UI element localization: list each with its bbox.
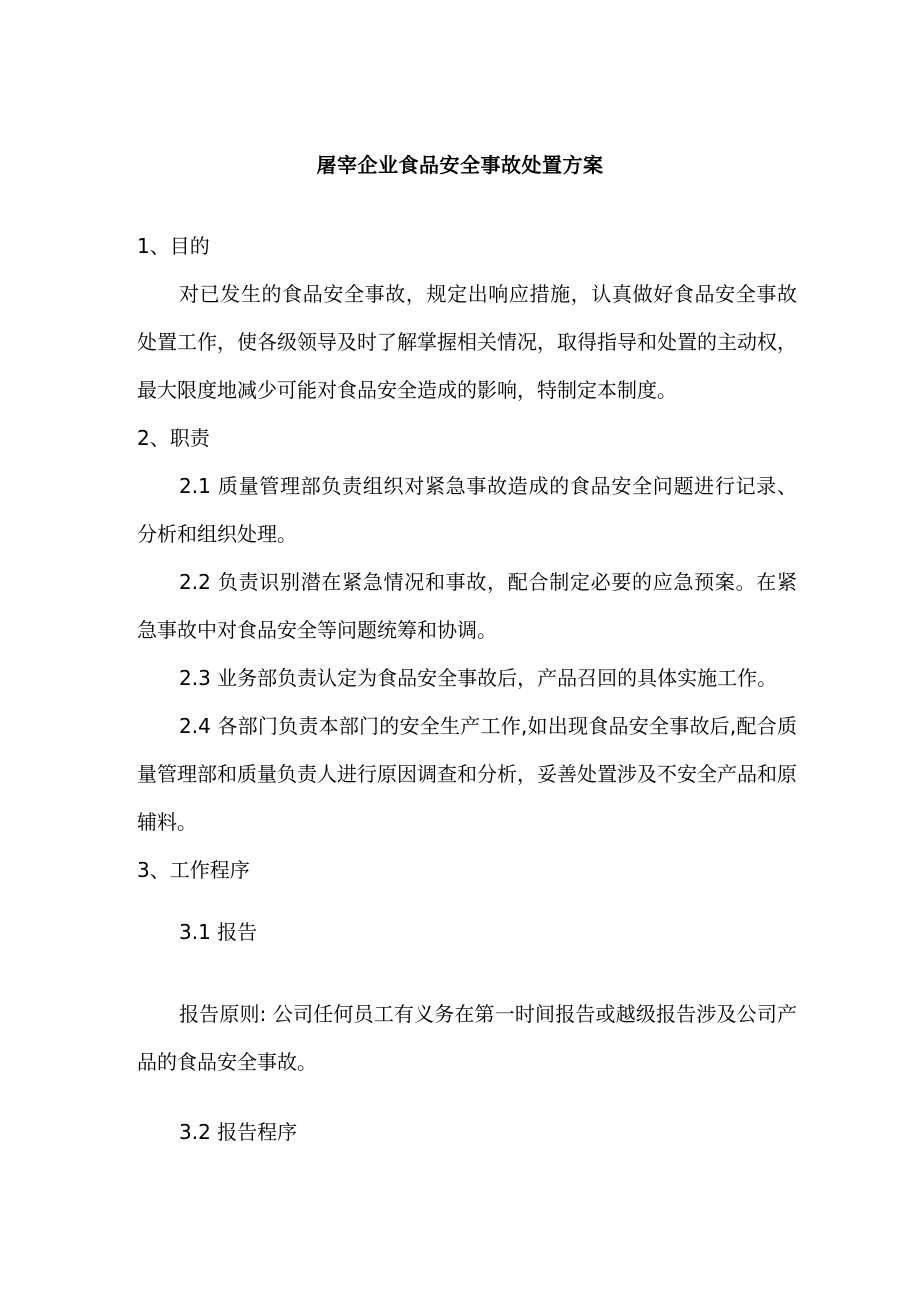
section-2-heading: 2、职责 [137, 426, 210, 450]
section-2-4-paragraph: 2.4 各部门负责本部门的安全生产工作,如出现食品安全事故后,配合质量管理部和质量负责人进行原因调查和分析，妥善处置涉及不安全产品和原辅料。 [137, 714, 797, 834]
section-3-heading: 3、工作程序 [137, 858, 250, 882]
section-1-paragraph: 对已发生的食品安全事故，规定出响应措施，认真做好食品安全事故处置工作，使各级领导及时了解掌握相关情况，取得指导和处置的主动权，最大限度地减少可能对食品安全造成的影响，特制定本制度。 [137, 282, 797, 402]
section-2-1-paragraph: 2.1 质量管理部负责组织对紧急事故造成的食品安全问题进行记录、分析和组织处理。 [137, 474, 797, 546]
section-2-3-paragraph: 2.3 业务部负责认定为食品安全事故后，产品召回的具体实施工作。 [179, 666, 778, 690]
document-body [137, 222, 797, 1156]
section-2-2-paragraph: 2.2 负责识别潜在紧急情况和事故，配合制定必要的应急预案。在紧急事故中对食品安全等问题统筹和协调。 [137, 570, 797, 642]
document-title: 屠宰企业食品安全事故处置方案 [316, 153, 604, 177]
section-3-2-heading: 3.2 报告程序 [179, 1120, 298, 1144]
section-1-heading: 1、目的 [137, 234, 210, 258]
report-principle-paragraph: 报告原则: 公司任何员工有义务在第一时间报告或越级报告涉及公司产品的食品安全事故。 [137, 1002, 797, 1074]
section-3-1-heading: 3.1 报告 [179, 920, 258, 944]
